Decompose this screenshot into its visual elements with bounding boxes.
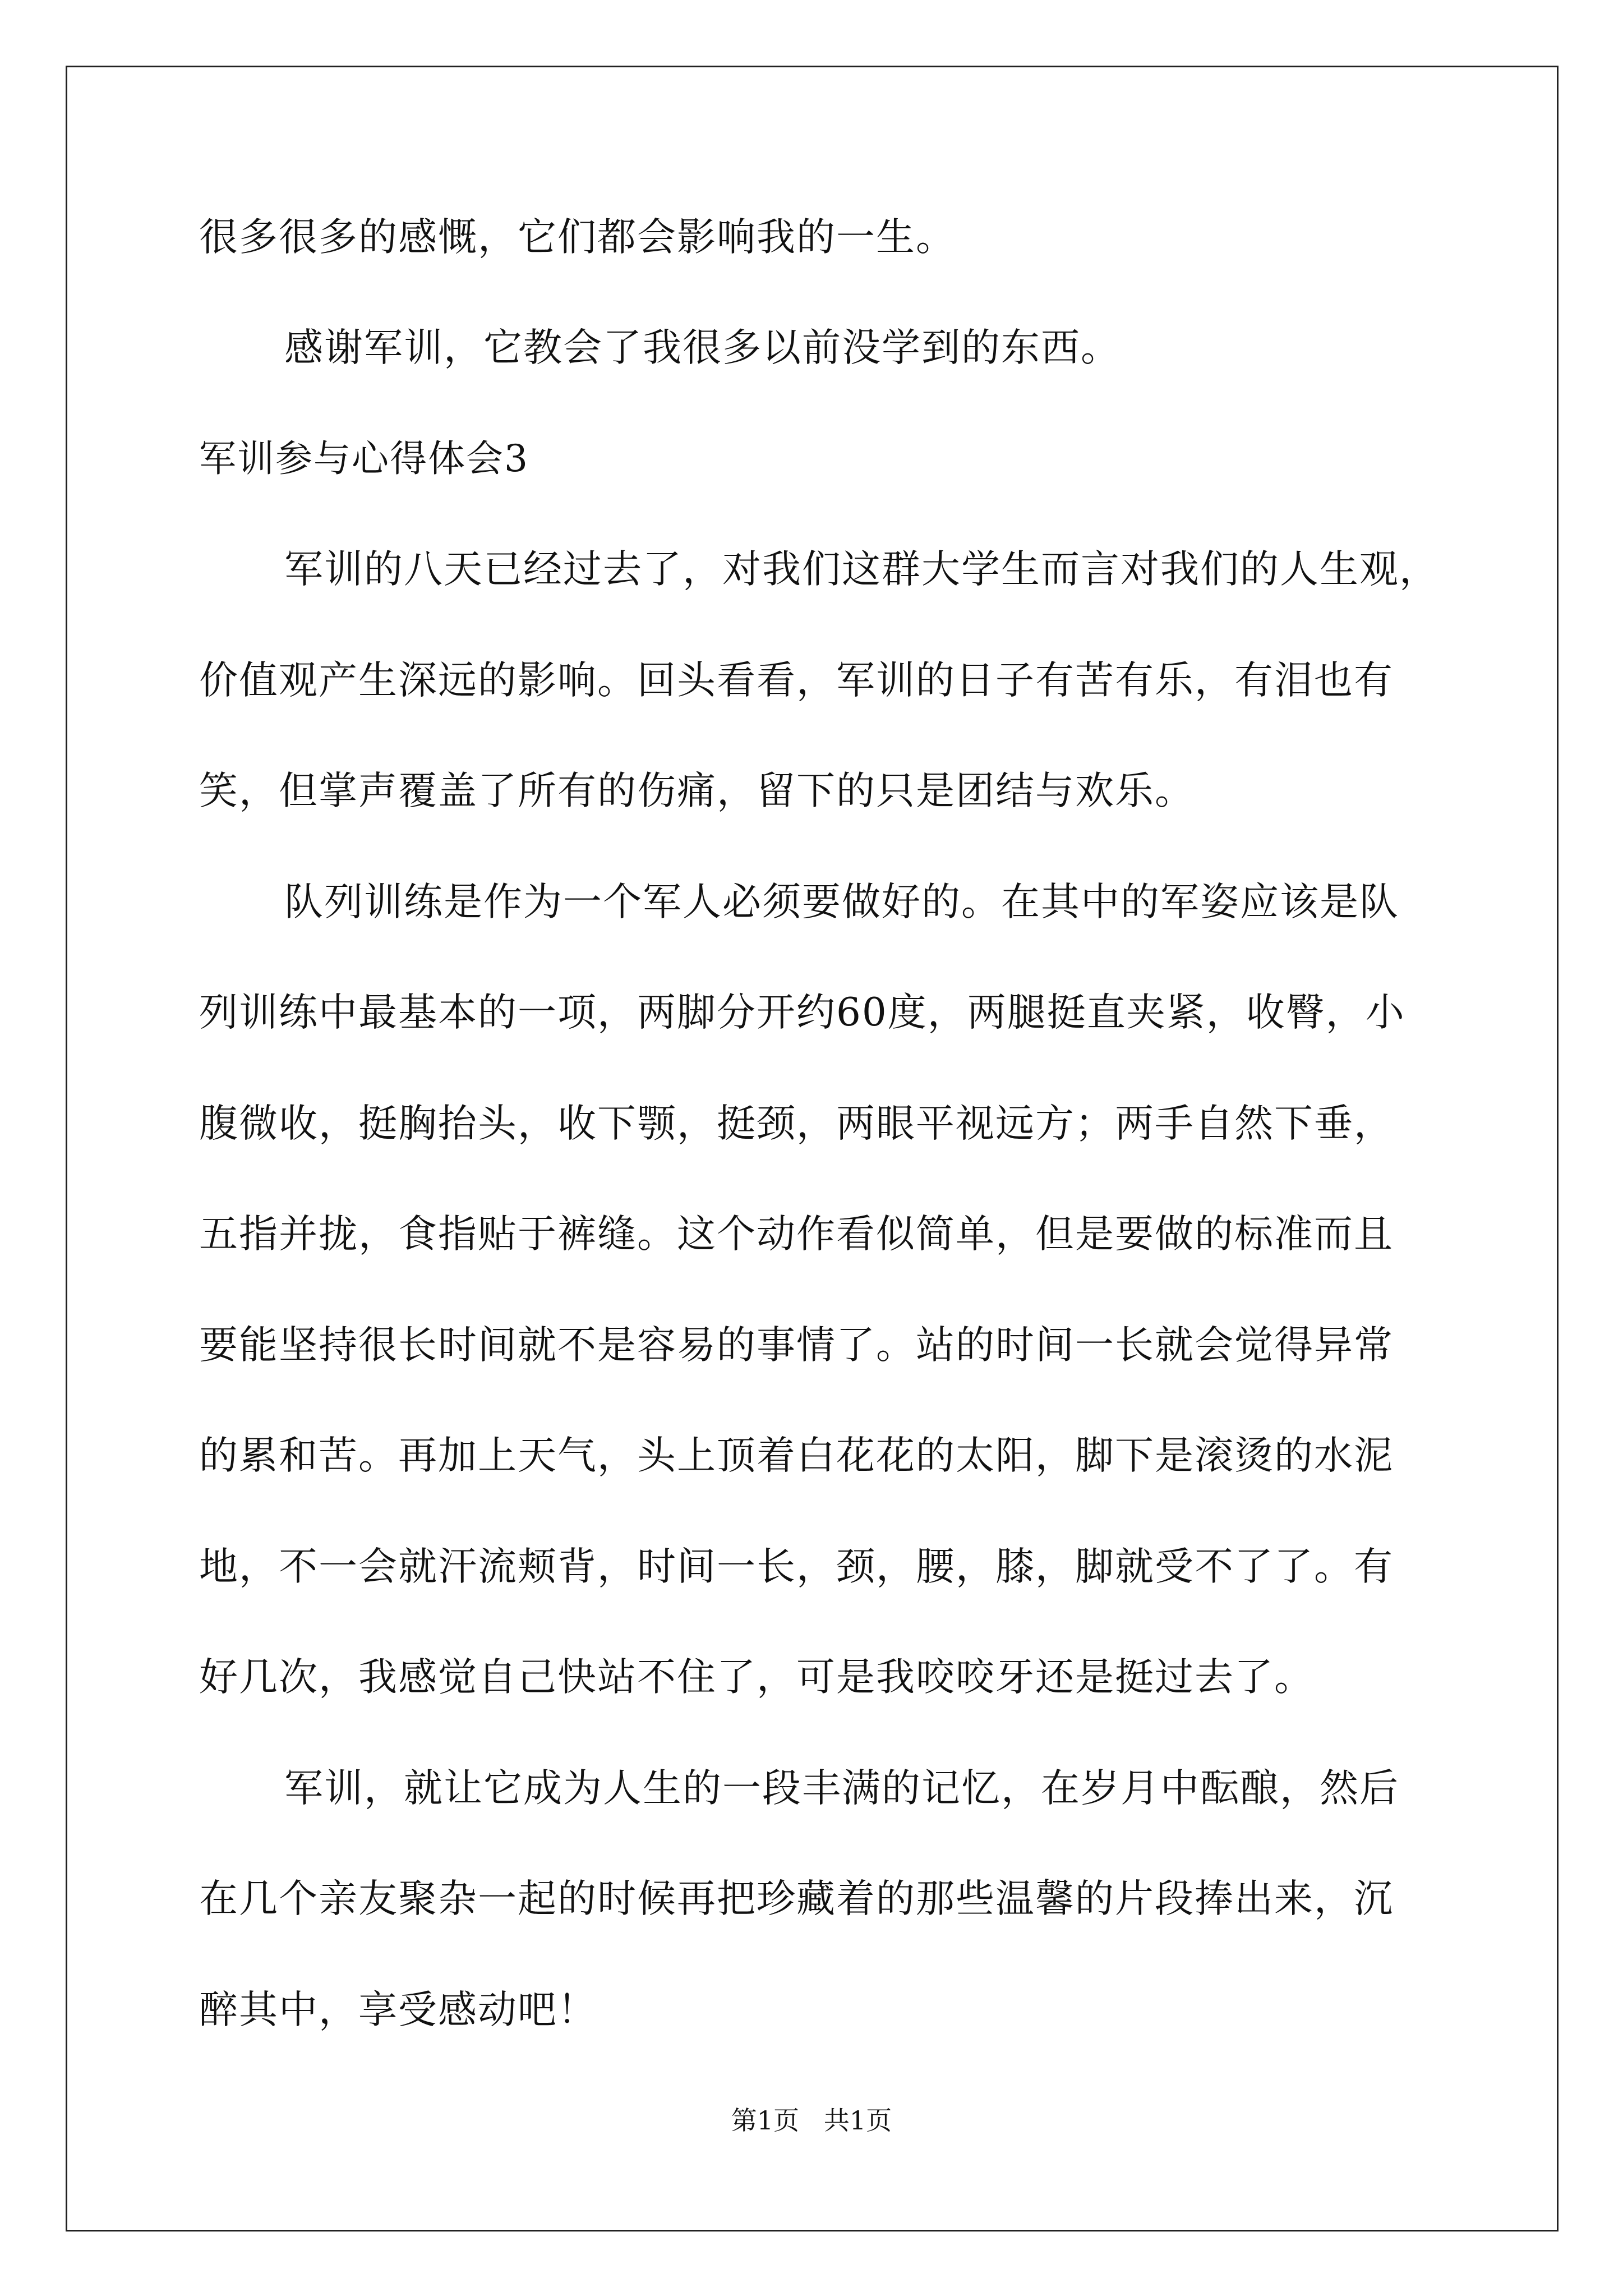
text-line: 队列训练是作为一个军人必须要做好的。在其中的军姿应该是队: [284, 880, 1399, 924]
page-footer: 第1页 共1页: [731, 2105, 892, 2136]
text-line: 醉其中，享受感动吧！: [199, 1987, 597, 2032]
text-line: 的累和苦。再加上天气，头上顶着白花花的太阳，脚下是滚烫的水泥: [199, 1433, 1394, 1478]
text-line: 很多很多的感慨，它们都会影响我的一生。: [199, 215, 956, 260]
text-line: 在几个亲友聚杂一起的时候再把珍藏着的那些温馨的片段捧出来，沉: [199, 1876, 1394, 1921]
text-line: 军训的八天已经过去了，对我们这群大学生而言对我们的人生观，: [284, 547, 1439, 592]
text-line: 感谢军训，它教会了我很多以前没学到的东西。: [284, 325, 1121, 370]
text-line: 腹微收，挺胸抬头，收下颚，挺颈，两眼平视远方；两手自然下垂，: [199, 1101, 1394, 1146]
section-heading: 军训参与心得体会3: [199, 437, 529, 480]
text-line: 好几次，我感觉自己快站不住了，可是我咬咬牙还是挺过去了。: [199, 1655, 1314, 1700]
text-line: 五指并拢，食指贴于裤缝。这个动作看似简单，但是要做的标准而且: [199, 1212, 1394, 1257]
text-line: 笑，但掌声覆盖了所有的伤痛，留下的只是团结与欢乐。: [199, 769, 1195, 813]
text-line: 军训，就让它成为人生的一段丰满的记忆，在岁月中酝酿，然后: [284, 1766, 1399, 1811]
text-line: 列训练中最基本的一项，两脚分开约60度，两腿挺直夹紧，收臀，小: [199, 990, 1405, 1035]
text-line: 价值观产生深远的影响。回头看看，军训的日子有苦有乐，有泪也有: [199, 658, 1394, 703]
text-line: 要能坚持很长时间就不是容易的事情了。站的时间一长就会觉得异常: [199, 1323, 1394, 1368]
text-line: 地，不一会就汗流颊背，时间一长，颈，腰，膝，脚就受不了了。有: [199, 1544, 1394, 1589]
